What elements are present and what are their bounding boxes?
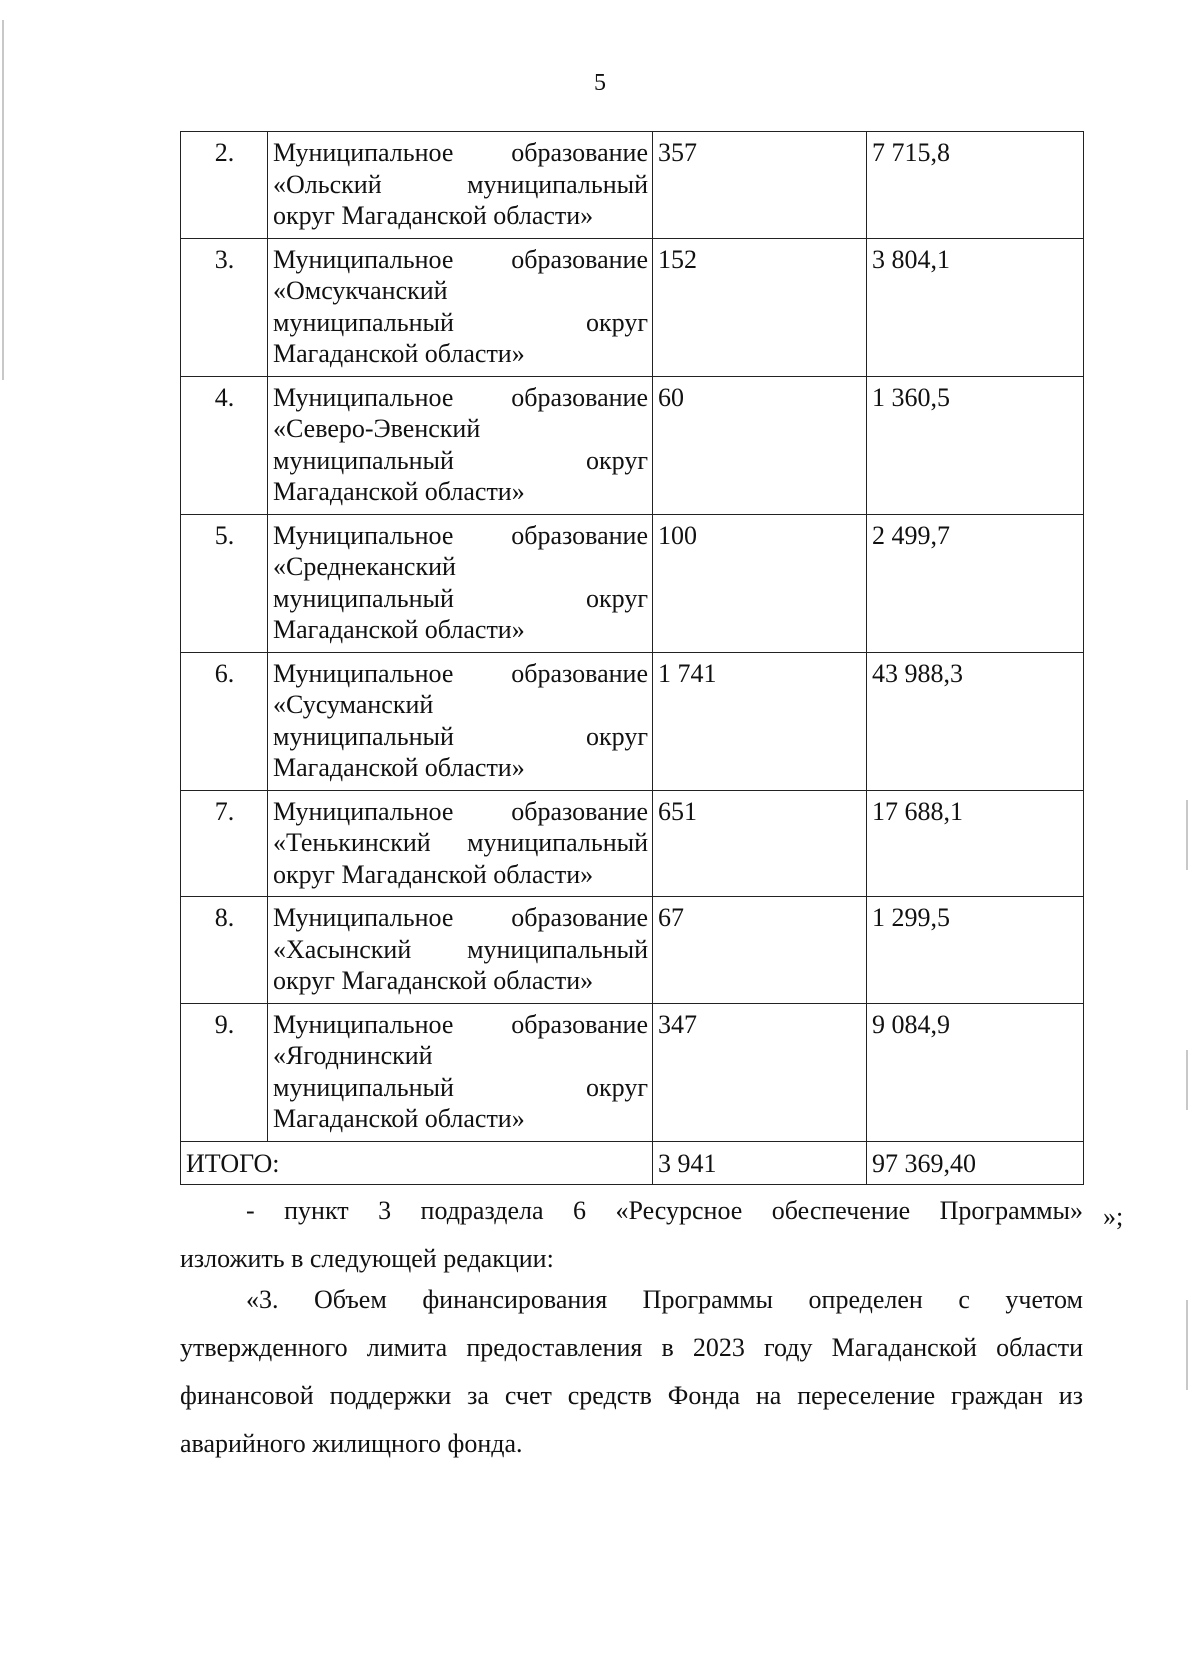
municipality-name-line: муниципальный округ <box>273 721 648 751</box>
row-number: 8. <box>181 897 268 1004</box>
table-row <box>181 1003 1084 1141</box>
closing-quote: »; <box>1103 1202 1124 1231</box>
resident-count: 152 <box>653 238 867 376</box>
resident-count: 357 <box>653 132 867 239</box>
table-row <box>181 132 1084 239</box>
table-row <box>181 652 1084 790</box>
row-number: 5. <box>181 514 268 652</box>
municipality-name-line: муниципальный округ <box>273 445 648 475</box>
municipality-name <box>268 897 653 1004</box>
municipality-name-line: муниципальный округ <box>273 307 648 337</box>
municipality-name-line: «Северо-Эвенский <box>273 414 481 443</box>
municipality-name-line: «Сусуманский <box>273 690 434 719</box>
row-number: 3. <box>181 238 268 376</box>
paragraph-funding-volume <box>180 1276 1083 1468</box>
resident-count: 100 <box>653 514 867 652</box>
municipality-name-line: Муниципальное образование <box>273 520 648 550</box>
scan-edge-mark <box>1186 800 1188 870</box>
municipality-name-line: «Ягоднинский <box>273 1041 433 1070</box>
municipality-name <box>268 238 653 376</box>
municipality-name-line: «Тенькинский муниципальный <box>273 828 648 857</box>
municipality-name-line: округ Магаданской области» <box>273 966 594 995</box>
municipality-name-line: Магаданской области» <box>273 753 525 782</box>
paragraph-amendment-intro <box>180 1187 1083 1283</box>
municipality-name-line: округ Магаданской области» <box>273 859 594 889</box>
area-amount: 3 804,1 <box>867 238 1084 376</box>
municipality-name <box>268 514 653 652</box>
resident-count: 1 741 <box>653 652 867 790</box>
resident-count: 67 <box>653 897 867 1004</box>
municipality-name-line: Муниципальное образование <box>273 138 648 167</box>
paragraph-line: изложить в следующей редакции: <box>180 1244 554 1273</box>
area-amount: 43 988,3 <box>867 652 1084 790</box>
scan-edge-mark <box>2 20 4 380</box>
scan-edge-mark <box>1186 1050 1188 1110</box>
row-number: 7. <box>181 790 268 897</box>
municipality-name-line: «Хасынский муниципальный <box>273 934 648 964</box>
municipal-funding-table <box>180 131 1084 1185</box>
paragraph-line: утвержденного лимита предоставления в 2023 году Магаданской области <box>180 1333 1083 1362</box>
municipality-name <box>268 376 653 514</box>
area-amount: 2 499,7 <box>867 514 1084 652</box>
page-number: 5 <box>594 70 606 96</box>
total-amount: 97 369,40 <box>867 1141 1084 1185</box>
municipality-name-line: Муниципальное образование <box>273 244 648 274</box>
resident-count: 347 <box>653 1003 867 1141</box>
municipality-name-line: «Омсукчанский <box>273 276 448 305</box>
municipality-name <box>268 1003 653 1141</box>
table-row <box>181 376 1084 514</box>
resident-count: 60 <box>653 376 867 514</box>
row-number: 4. <box>181 376 268 514</box>
paragraph-line: аварийного жилищного фонда. <box>180 1429 523 1458</box>
municipality-name-line: «Ольский муниципальный <box>273 169 648 199</box>
total-label: ИТОГО: <box>181 1141 653 1185</box>
table-row <box>181 897 1084 1004</box>
municipality-name-line: Магаданской области» <box>273 477 525 506</box>
resident-count: 651 <box>653 790 867 897</box>
municipality-name-line: Муниципальное образование <box>273 382 648 412</box>
total-row <box>181 1141 1084 1185</box>
municipality-name-line: Муниципальное образование <box>273 1009 648 1039</box>
municipality-name-line: Магаданской области» <box>273 1104 525 1133</box>
scan-edge-mark <box>1186 1300 1188 1390</box>
paragraph-line: финансовой поддержки за счет средств Фонда на переселение граждан из <box>180 1381 1083 1410</box>
row-number: 2. <box>181 132 268 239</box>
table-row <box>181 790 1084 897</box>
municipality-name-line: Муниципальное образование <box>273 796 648 826</box>
table-row <box>181 238 1084 376</box>
municipality-name-line: округ Магаданской области» <box>273 201 594 230</box>
municipality-name-line: муниципальный округ <box>273 1072 648 1102</box>
area-amount: 17 688,1 <box>867 790 1084 897</box>
area-amount: 1 360,5 <box>867 376 1084 514</box>
total-count: 3 941 <box>653 1141 867 1185</box>
area-amount: 7 715,8 <box>867 132 1084 239</box>
row-number: 9. <box>181 1003 268 1141</box>
row-number: 6. <box>181 652 268 790</box>
municipality-name <box>268 652 653 790</box>
municipality-name-line: Муниципальное образование <box>273 658 648 688</box>
area-amount: 9 084,9 <box>867 1003 1084 1141</box>
municipality-name <box>268 132 653 239</box>
municipality-name-line: «Среднеканский <box>273 552 456 581</box>
table-row <box>181 514 1084 652</box>
municipality-name-line: Магаданской области» <box>273 615 525 644</box>
municipality-name-line: Муниципальное образование <box>273 903 648 932</box>
paragraph-line: - пункт 3 подраздела 6 «Ресурсное обеспечение Программы» <box>246 1196 1083 1225</box>
table-body <box>181 132 1084 1185</box>
area-amount: 1 299,5 <box>867 897 1084 1004</box>
municipality-name-line: муниципальный округ <box>273 583 648 613</box>
paragraph-line: «3. Объем финансирования Программы определен с учетом <box>246 1285 1083 1314</box>
municipality-name <box>268 790 653 897</box>
municipality-name-line: Магаданской области» <box>273 339 525 368</box>
